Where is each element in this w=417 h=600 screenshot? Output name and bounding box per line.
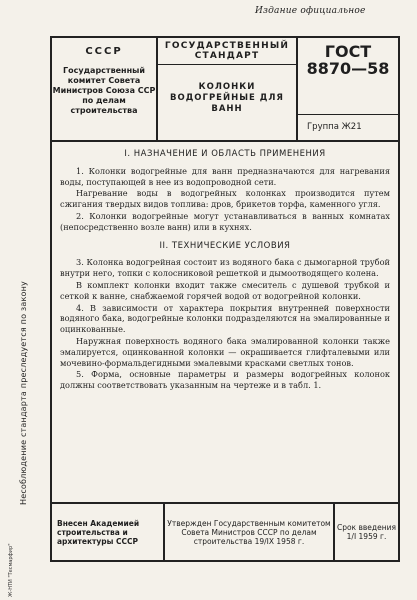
paragraph: В комплект колонки входит также смеситель с душевой трубкой и сеткой к ванне, снабжаемой горячей водой от водогрейной колонки. — [60, 279, 390, 301]
paragraph: 1. Колонки водогрейные для ванн предназначаются для нагревания воды, поступающей в нее из водопроводной сети. — [60, 165, 390, 187]
group-code: Группа Ж21 — [298, 114, 398, 140]
document-title: КОЛОНКИ ВОДОГРЕЙНЫЕ ДЛЯ ВАНН — [170, 82, 284, 114]
edition-note: Издание официальное — [255, 6, 366, 16]
state-standard-label: ГОСУДАРСТВЕННЫЙ СТАНДАРТ — [158, 38, 296, 65]
introduced-by: Внесен Академией строительства и архитектуры СССР — [52, 504, 165, 560]
header-middle — [158, 38, 298, 140]
side-notice: Несоблюдение стандарта преследуется по закону — [19, 281, 28, 505]
gost-number: 8870—58 — [306, 59, 390, 78]
approval-note: Утвержден Государственным комитетом Совета Министров СССР по делам строительства 19/IX 1958 г. — [165, 504, 335, 560]
gost-label: ГОСТ — [324, 42, 372, 61]
committee-label: Государственный комитет Совета Министров Союза ССР по делам строительства — [52, 66, 156, 115]
paragraph: 5. Форма, основные параметры и размеры водогрейных колонок должны соответствовать указанным на чертеже и в табл. 1. — [60, 369, 390, 391]
paragraph: 4. В зависимости от характера покрытия внутренней поверхности водяного бака, водогрейные колонки подразделяются на эмалированные и оцинкованные. — [60, 302, 390, 335]
effective-date: Срок введения 1/I 1959 г. — [336, 523, 397, 541]
gost-designation — [298, 38, 398, 103]
print-mark: Ж-НТИ "Тесмарфир" — [8, 543, 14, 597]
header-right — [298, 38, 398, 140]
paragraph: 2. Колонки водогрейные могут устанавливаться в ванных комнатах (непосредственно возле ванн) или в кухнях. — [60, 210, 390, 232]
paragraph: Наружная поверхность водяного бака эмалированной колонки также эмалируется, оцинкованной колонки — окрашивается глифталевыми или мочевино-формальдегидными эмалевыми красками светлых тонов. — [60, 335, 390, 368]
paragraph: 3. Колонка водогрейная состоит из водяного бака с дымогарной трубой внутри него, топки с колосниковой решеткой и дымоотводящего колена. — [60, 257, 390, 279]
header-left — [52, 38, 158, 140]
standard-frame — [50, 36, 400, 562]
country-label: СССР — [85, 46, 123, 57]
section-heading: II. ТЕХНИЧЕСКИЕ УСЛОВИЯ — [159, 240, 291, 251]
footer-block — [52, 502, 398, 560]
section-heading: I. НАЗНАЧЕНИЕ И ОБЛАСТЬ ПРИМЕНЕНИЯ — [124, 149, 326, 159]
document-body — [52, 142, 398, 502]
header-block — [52, 38, 398, 142]
paragraph: Нагревание воды в водогрейных колонках производится путем сжигания твердых видов топлива: дров, брикетов торфа, каменного угля. — [60, 188, 390, 210]
